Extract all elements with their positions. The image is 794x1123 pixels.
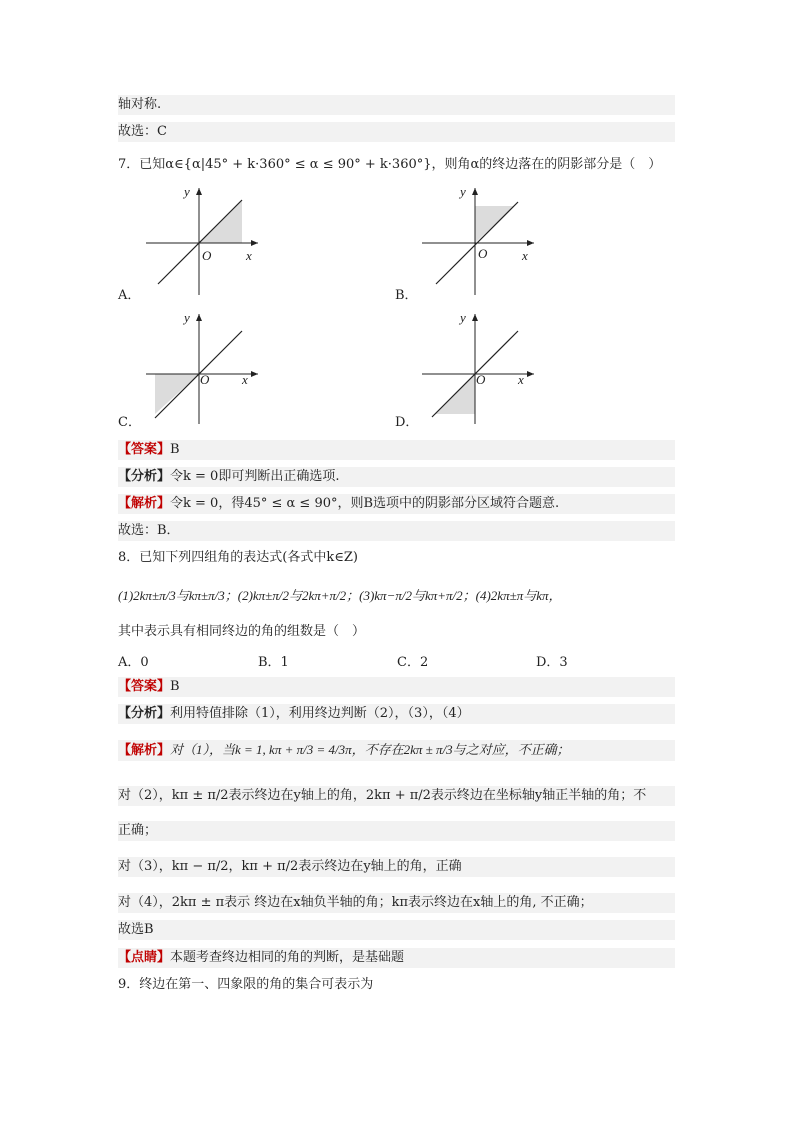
origin-label: O — [200, 372, 210, 387]
key-point-8: 【点睛】本题考查终边相同的角的判断，是基础题 — [118, 948, 675, 968]
conclusion-7: 故选：B． — [118, 521, 675, 541]
origin-label: O — [478, 246, 488, 261]
conclusion-8: 故选B — [118, 920, 675, 940]
graph-b-svg — [394, 180, 554, 305]
text-line: 故选：C — [118, 122, 675, 142]
graph-c-svg — [118, 308, 278, 428]
text-line: 轴对称. — [118, 95, 675, 115]
y-axis-label: y — [184, 310, 190, 325]
question-8-options — [118, 651, 675, 671]
graph-option-a — [118, 180, 278, 305]
analysis-7: 【分析】令k = 0即可判断出正确选项. — [118, 467, 675, 487]
origin-label: O — [202, 248, 212, 263]
option-b-label: B． — [395, 288, 418, 303]
option-c: C．2 — [397, 655, 429, 670]
x-axis-label: x — [522, 248, 528, 263]
graph-option-d — [394, 308, 554, 428]
answer-8: 【答案】B — [118, 677, 675, 697]
option-c-label: C． — [118, 415, 141, 430]
solution-8-case-4: 对（4），2kπ ± π表示 终边在x轴负半轴的角；kπ表示终边在x轴上的角, 不正确； — [118, 893, 675, 913]
y-axis-label: y — [460, 310, 466, 325]
x-axis-label: x — [518, 372, 524, 387]
origin-label: O — [476, 372, 486, 387]
question-8-ask: 其中表示具有相同终边的角的组数是（ ） — [118, 624, 366, 639]
solution-8-case-2: 对（2），kπ ± π/2表示终边在y轴上的角，2kπ + π/2表示终边在坐标轴y轴正半轴的角；不 — [118, 786, 675, 806]
solution-7: 【解析】令k = 0，得45° ≤ α ≤ 90°，则B选项中的阴影部分区域符合题意. — [118, 494, 675, 514]
solution-8-case-3: 对（3），kπ − π/2，kπ + π/2表示终边在y轴上的角，正确 — [118, 857, 675, 877]
solution-8-case-2-cont: 正确； — [118, 821, 675, 841]
question-9: 9．终边在第一、四象限的角的集合可表示为 — [118, 977, 374, 992]
option-d-label: D． — [395, 415, 419, 430]
question-7-text: 7．已知α∈{α|45° + k·360° ≤ α ≤ 90° + k·360°}，则角α的终边落在的阴影部分是（ ） — [118, 157, 662, 172]
answer-7: 【答案】B — [118, 440, 675, 460]
y-axis-label: y — [184, 184, 190, 199]
y-axis-label: y — [460, 184, 466, 199]
x-axis-label: x — [246, 248, 252, 263]
question-8: 8．已知下列四组角的表达式(各式中k∈Z) — [118, 550, 358, 565]
question-7 — [118, 155, 661, 175]
graph-option-c — [118, 308, 278, 428]
x-axis-label: x — [242, 372, 248, 387]
option-a: A．0 — [118, 655, 149, 670]
graph-d-svg — [394, 308, 554, 428]
graph-a-svg — [118, 180, 278, 305]
solution-8: 【解析】对（1），当k = 1, kπ + π/3 = 4/3π，不存在2kπ ± π/3与之对应，不正确； — [118, 740, 675, 761]
option-a-label: A． — [118, 288, 141, 303]
option-d: D．3 — [536, 655, 568, 670]
option-b: B．1 — [258, 655, 289, 670]
graph-option-b — [394, 180, 554, 305]
question-8-expressions: (1)2kπ±π/3与kπ±π/3；(2)kπ±π/2与2kπ+π/2；(3)kπ−π/2与kπ+π/2；(4)2kπ±π与kπ， — [118, 588, 562, 603]
analysis-8: 【分析】利用特值排除（1），利用终边判断（2），（3），（4） — [118, 704, 675, 724]
